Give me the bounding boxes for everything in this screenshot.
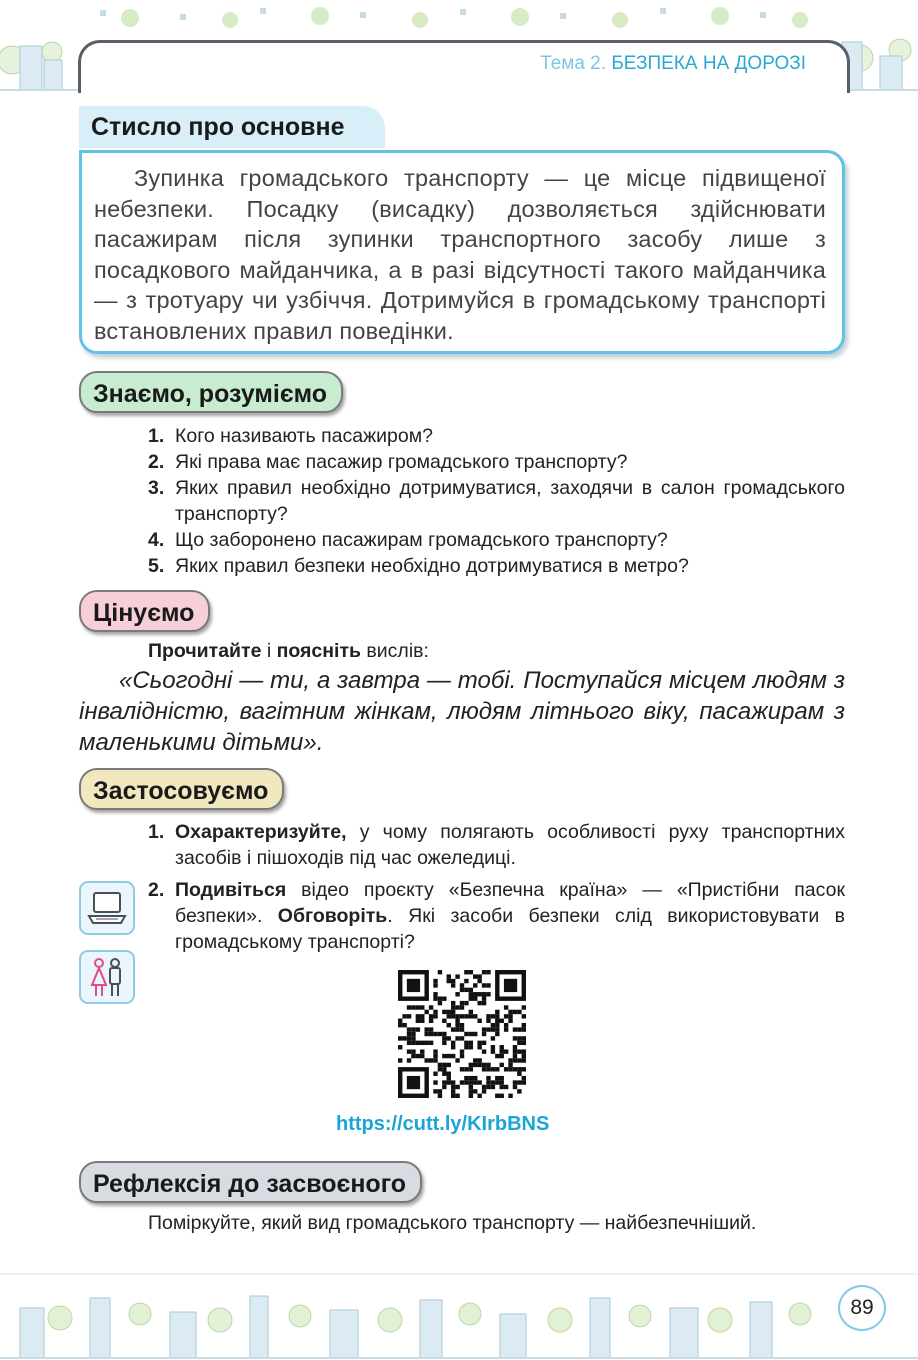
qr-link[interactable]: https://cutt.ly/KIrbBNS	[336, 1113, 550, 1135]
summary-box	[79, 150, 845, 354]
page-number: 89	[838, 1285, 886, 1331]
topic-header	[540, 53, 806, 75]
section-title-apply: Застосовуємо	[79, 768, 284, 810]
reflect-text: Поміркуйте, який вид громадського транспорту — найбезпечніший.	[148, 1212, 757, 1234]
section-title-know: Знаємо, розуміємо	[79, 371, 343, 413]
question-list	[148, 423, 845, 579]
laptop-icon	[79, 881, 135, 935]
list-item: 1. Кого називають пасажиром?	[148, 425, 433, 447]
read-instruction: Прочитайте і поясніть вислів:	[148, 640, 429, 662]
list-item: 4. Що заборонено пасажирам громадського транспорту?	[148, 529, 668, 551]
list-item: 5. Яких правил безпеки необхідно дотримуватися в метро?	[148, 555, 689, 577]
section-title-value: Цінуємо	[79, 590, 210, 632]
quote: «Сьогодні — ти, а завтра — тобі. Поступайся місцем людям з інвалідністю, вагітним жінкам, людям літнього віку, пасажирам з маленькими дітьми».	[79, 667, 845, 756]
list-item: 3. Яких правил необхідно дотримуватися, заходячи в салон громадського транспорту?	[148, 477, 845, 525]
city-banner-bottom	[0, 1268, 918, 1360]
topic-title: БЕЗПЕКА НА ДОРОЗІ	[611, 53, 806, 74]
list-item: 1. Охарактеризуйте, у чому полягають особливості руху транспортних засобів і пішоходів під час ожеледиці.	[148, 821, 845, 869]
list-item: 2. Подивіться відео проєкту «Безпечна країна» — «Пристібни пасок безпеки». Обговоріть. Які засоби безпеки слід використовувати в громадському транспорті?	[148, 879, 845, 953]
topic-label: Тема 2.	[540, 53, 607, 74]
summary-text: Зупинка громадського транспорту — це місце підвищеної небезпеки. Посадку (висадку) дозволяється здійснювати пасажирам після зупинки транспортного засобу лише з посадкового майданчика, а в разі відсутності такого майданчика — з тротуару чи узбіччя. Дотримуйся в громадському транспорті встановлених правил поведінки.	[94, 165, 826, 344]
qr-code[interactable]	[398, 970, 526, 1098]
list-item: 2. Які права має пасажир громадського транспорту?	[148, 451, 628, 473]
section-title-summary: Стисло про основне	[79, 106, 385, 148]
task-list	[148, 819, 845, 955]
people-icon	[79, 950, 135, 1004]
section-title-reflect: Рефлексія до засвоєного	[79, 1161, 422, 1203]
